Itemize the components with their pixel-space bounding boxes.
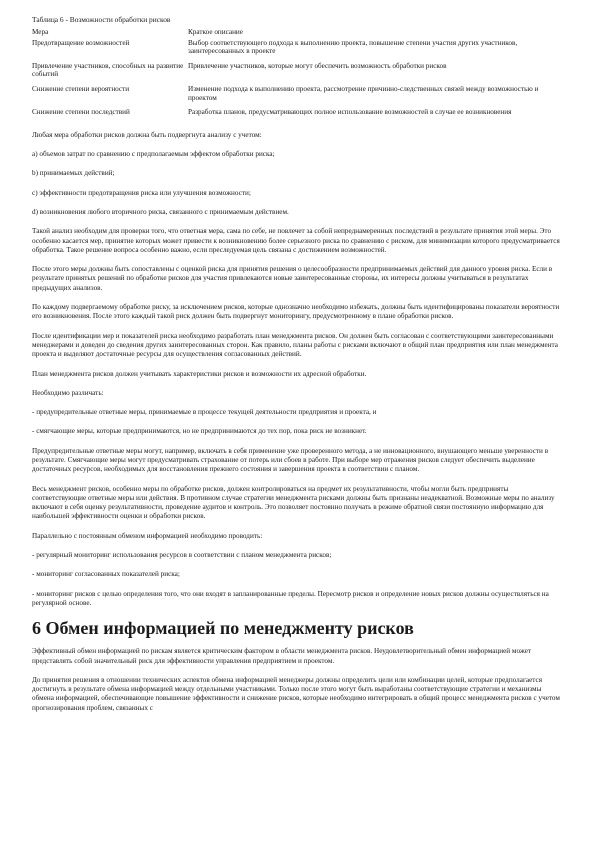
paragraph: Параллельно с постоянным обменом информацией необходимо проводить: bbox=[32, 531, 263, 540]
paragraph: До принятия решения в отношении технических аспектов обмена информацией менеджеры должны определить цели или комбинации целей, которые предполагается достигнуть в результате обмена информацией между отдельными участниками. Только после этого могут быть выработаны соответствующие стратегии и механизмы обмена информацией, обеспечивающие повышение эффективности и снижение рисков, которые необходимо интегрировать в общий процесс менеджмента рисков с учетом прогнозирования проблем, связанных с bbox=[32, 675, 560, 712]
paragraph: Предупредительные ответные меры могут, например, включать в себя применение уже проверенного метода, а не инновационного, внушающего меньше уверенности в результате. Смягчающие меры могут предусматривать страхование от потерь или сбоев в работе. При выборе мер отражения рисков следует обеспечить выделение достаточных ресурсов, необходимых для восстановления прежнего состояния и завершения проекта в соответствии с планом. bbox=[32, 446, 549, 474]
paragraph: Такой анализ необходим для проверки того, что ответная мера, сама по себе, не повлечет за собой непреднамеренных последствий в результате принятия этой меры. Это особенно касается мер, принятие которых может привести к возникновению более серьезного риска по сравнению с риском, для минимизации которого предусматривается обработка. Такое решение вопроса особенно важно, если преследуемая цель связана с достижением возможностей. bbox=[32, 227, 560, 254]
list-item: a) объемов затрат по сравнению с предполагаемым эффектом обработки риска; bbox=[32, 150, 275, 159]
paragraph: План менеджмента рисков должен учитывать характеристики рисков и возможности их адресной обработки. bbox=[32, 369, 367, 378]
table-cell-measure: Снижение степени вероятности bbox=[32, 84, 130, 93]
table-cell-measure: Предотвращение возможностей bbox=[32, 38, 130, 47]
paragraph: По каждому подвергаемому обработке риску, за исключением рисков, которые однозначно необходимо избежать, должны быть идентифицированы показатели вероятности его возникновения. После этого каждый такой риск должен быть подвергнут мониторингу, предусмотренному в плане обработки рисков. bbox=[32, 303, 560, 321]
list-item: b) принимаемых действий; bbox=[32, 169, 115, 178]
table-cell-measure: Снижение степени последствий bbox=[32, 108, 130, 117]
column-header-measure: Мера bbox=[32, 28, 49, 36]
list-item: - смягчающие меры, которые предпринимаются, но не предпринимаются до тех пор, пока риск не возникнет. bbox=[32, 427, 367, 436]
paragraph: Необходимо различать: bbox=[32, 388, 104, 397]
table-cell-description: Разработка планов, предусматривающих полное использование возможностей в случае ее возникновения bbox=[188, 108, 512, 117]
table-row bbox=[32, 39, 564, 62]
table-row bbox=[32, 62, 564, 85]
table-row bbox=[32, 108, 564, 123]
list-item: d) возникновения любого вторичного риска, связанного с принимаемым действием. bbox=[32, 207, 289, 216]
paragraph: После этого меры должны быть сопоставлены с оценкой риска для принятия решения о целесообразности предпринимаемых действий для данного уровня риска. Если в результате принятых решений по обработке рисков для участия привлекаются новые заинтересованные стороны, их интересы должны учитываться в результатах предыдущих анализов. bbox=[32, 265, 553, 292]
column-header-description: Краткое описание bbox=[188, 28, 243, 36]
table-cell-description: Выбор соответствующего подхода к выполнению проекта, повышение степени участия других участников, заинтересованных в проекте bbox=[188, 38, 518, 56]
table-cell-description: Изменение подхода к выполнению проекта, рассмотрение причинно-следственных связей между возможностью и проектом bbox=[188, 84, 539, 102]
table-cell-description: Привлечение участников, которые могут обеспечить возможность обработки рисков bbox=[188, 61, 447, 70]
list-item: - предупредительные ответные меры, принимаемые в процессе текущей деятельности предприятия и проекта, и bbox=[32, 408, 377, 417]
list-item: - мониторинг согласованных показателей риска; bbox=[32, 570, 180, 579]
paragraph: Весь менеджмент рисков, особенно меры по обработке рисков, должен контролироваться на предмет их результативности, чтобы могли быть предприняты соответствующие ответные меры или действия. В противном случае стратегии менеджмента рисками должны быть признаны неадекватной. Возможные меры по анализу включают в себя оценку результативности, проведение аудитов и контроль. Это позволяет постоянно получать в режиме обратной связи постоянную информацию для наибольшей эффективности оценки и обработки рисков. bbox=[32, 484, 555, 521]
table-caption: Таблица 6 - Возможности обработки рисков bbox=[32, 15, 171, 24]
list-item: - регулярный мониторинг использования ресурсов в соответствии с планом менеджмента рисков; bbox=[32, 551, 332, 560]
paragraph: Эффективный обмен информацией по рискам является критическим фактором в области менеджмента рисков. Неудовлетворительный обмен информацией может представлять собой значительный риск для эффективности управления предприятием и проектом. bbox=[32, 647, 532, 665]
table-header-row bbox=[32, 28, 564, 39]
risk-treatment-table bbox=[32, 28, 564, 123]
paragraph: После идентификации мер и показателей риска необходимо разработать план менеджмента рисков. Он должен быть согласован с соответствующими заинтересованными менеджерами и доведен до сведения других заинтересованных сторон. Как правило, планы работы с рисками включают в общий план предприятия или план менеджмента проекта и выделяют достаточные ресурсы для осуществления согласованных действий. bbox=[32, 331, 558, 359]
list-item: - мониторинг рисков с целью определения того, что они входят в запланированные пределы. Пересмотр рисков и определение новых рисков должны осуществляться на регулярной основе. bbox=[32, 589, 549, 607]
section-heading: 6 Обмен информацией по менеджменту рисков bbox=[32, 618, 414, 639]
table-cell-measure: Привлечение участников, способных на развитие событий bbox=[32, 61, 184, 79]
document-page bbox=[32, 15, 564, 723]
table-row bbox=[32, 85, 564, 108]
paragraph: Любая мера обработки рисков должна быть подвергнута анализу с учетом: bbox=[32, 130, 262, 139]
list-item: c) эффективности предотвращения риска или улучшения возможности; bbox=[32, 188, 251, 197]
